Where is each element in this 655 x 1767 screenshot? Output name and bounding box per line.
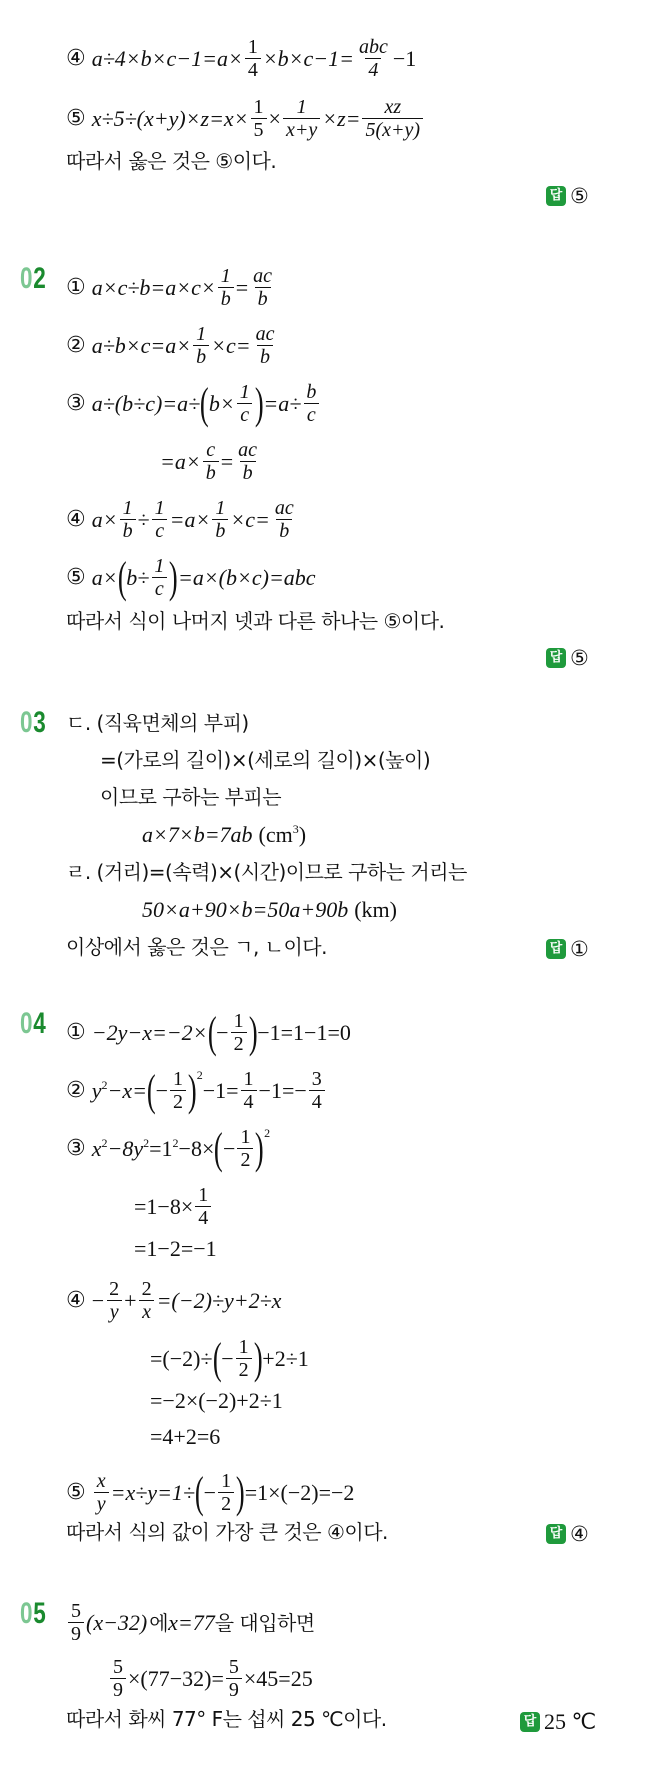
math-expression: 50×a+90×b=50a+90b <box>142 897 349 922</box>
minus-sign: − <box>203 1479 217 1505</box>
circled-number: ③ <box>66 390 86 416</box>
right-paren: ) <box>169 552 179 602</box>
question-number-05: 05 <box>20 1597 47 1630</box>
math-expression: =1 <box>149 1135 173 1161</box>
q05-conclusion: 따라서 화씨 77° F는 섭씨 25 ℃이다. <box>66 1707 387 1731</box>
q03-line-2: =(가로의 길이)×(세로의 길이)×(높이) <box>100 748 431 772</box>
math-expression: ×c= <box>230 506 270 532</box>
fraction: $\frac{1}{4}$ <box>245 36 261 81</box>
q05-line-1 <box>66 1600 315 1645</box>
fraction: $\frac{c}{b}$ <box>203 439 219 484</box>
fraction: $\frac{xz}{5(x+y)}$ <box>362 96 423 141</box>
q02-line-5 <box>66 552 316 602</box>
q04-line-4c: =−2×(−2)+2÷1 <box>150 1388 283 1413</box>
math-expression: a×c÷b=a×c× <box>91 274 216 300</box>
right-paren: ) <box>254 378 264 428</box>
math-expression: =a× <box>160 448 201 474</box>
math-expression: −2y−x=−2× <box>91 1019 208 1045</box>
unit-close: ) <box>298 822 307 847</box>
math-expression: =x÷y=1÷ <box>110 1479 195 1505</box>
fraction: $\frac{ac}{b}$ <box>274 497 294 542</box>
q04-conclusion: 따라서 식의 값이 가장 큰 것은 ④이다. <box>66 1520 388 1544</box>
right-paren: ) <box>255 1123 265 1173</box>
fraction: $\frac{1}{2}$ <box>170 1068 186 1113</box>
math-expression: a÷(b÷c)=a÷ <box>91 390 201 416</box>
fraction: $\frac{1}{2}$ <box>231 1010 247 1055</box>
math-expression: =a× <box>169 506 211 532</box>
left-paren: ( <box>146 1065 156 1115</box>
math-expression: b× <box>208 390 235 416</box>
fraction: $\frac{1}{4}$ <box>241 1068 257 1113</box>
q03-conclusion: 이상에서 옳은 것은 ㄱ, ㄴ이다. <box>66 935 327 959</box>
math-expression: (x−32) <box>86 1609 148 1635</box>
answer-value: ⑤ <box>570 184 589 208</box>
circled-number: ① <box>66 274 86 300</box>
math-expression: x÷5÷(x+y)×z=x× <box>91 105 249 131</box>
fraction: $\frac{1}{2}$ <box>237 1126 253 1171</box>
math-expression: −1=− <box>258 1077 307 1103</box>
superscript: 3 <box>292 822 299 836</box>
fraction: $\frac{5}{9}$ <box>226 1656 242 1701</box>
q02-conclusion: 따라서 식이 나머지 넷과 다른 하나는 ⑤이다. <box>66 609 445 633</box>
minus-sign: − <box>221 1345 234 1371</box>
superscript: 2 <box>196 1067 203 1082</box>
question-number-03: 03 <box>20 706 47 739</box>
right-paren: ) <box>248 1007 258 1057</box>
q04-line-3 <box>66 1123 271 1173</box>
q02-line-2 <box>66 323 279 368</box>
q04-line-2 <box>66 1065 327 1115</box>
q02-line-1 <box>66 265 277 310</box>
q01-conclusion: 따라서 옳은 것은 ⑤이다. <box>66 149 277 173</box>
fraction: $\frac{1}{b}$ <box>218 265 234 310</box>
math-expression: ×c= <box>211 332 251 358</box>
answer-badge-icon: 답 <box>546 648 566 668</box>
q04-line-4b <box>150 1333 309 1383</box>
minus-sign: − <box>91 1287 105 1313</box>
answer-badge-icon: 답 <box>546 186 566 206</box>
superscript: 2 <box>264 1125 271 1140</box>
left-paren: ( <box>214 1123 224 1173</box>
q03-line-4 <box>142 820 306 850</box>
fraction: $\frac{1}{c}$ <box>237 381 253 426</box>
q03-line-3: 이므로 구하는 부피는 <box>100 785 282 809</box>
fraction: $\frac{3}{4}$ <box>309 1068 325 1113</box>
math-expression: a×7×b=7ab <box>142 822 253 847</box>
math-expression: y <box>91 1077 102 1103</box>
q04-line-3c: =1−2=−1 <box>134 1236 217 1261</box>
answer-value: 25 ℃ <box>544 1709 597 1734</box>
minus-sign: − <box>155 1077 169 1103</box>
math-expression: × <box>268 105 281 131</box>
left-paren: ( <box>207 1007 217 1057</box>
math-expression: ×b×c−1= <box>262 45 354 71</box>
q04-line-3b <box>134 1184 213 1229</box>
left-paren: ( <box>194 1467 204 1517</box>
q01-line-5 <box>66 96 425 141</box>
math-expression: a× <box>91 506 118 532</box>
fraction: $\frac{5}{9}$ <box>110 1656 126 1701</box>
fraction: $\frac{1}{5}$ <box>251 96 267 141</box>
minus-sign: − <box>216 1019 229 1045</box>
circled-number: ⑤ <box>66 564 86 590</box>
math-expression: x=77 <box>168 1609 215 1635</box>
math-expression: =(−2)÷y+2÷x <box>156 1287 282 1313</box>
superscript: 2 <box>172 1135 179 1150</box>
math-expression: +2÷1 <box>262 1345 309 1371</box>
fraction: $\frac{1}{b}$ <box>193 323 209 368</box>
fraction: $\frac{ac}{b}$ <box>253 265 273 310</box>
q02-line-4 <box>66 497 299 542</box>
fraction: $\frac{1}{2}$ <box>236 1336 252 1381</box>
q02-answer <box>546 646 589 670</box>
text: 을 대입하면 <box>214 1610 315 1635</box>
math-expression: = <box>235 274 249 300</box>
math-expression: x <box>91 1135 102 1161</box>
fraction: $\frac{1}{b}$ <box>120 497 136 542</box>
left-paren: ( <box>212 1333 222 1383</box>
q03-line-1: ㄷ. (직육면체의 부피) <box>66 711 249 735</box>
circled-number: ④ <box>66 1287 86 1313</box>
fraction: $\frac{x}{y}$ <box>94 1470 109 1515</box>
fraction: $\frac{1}{x+y}$ <box>283 96 320 141</box>
circled-number: ④ <box>66 506 86 532</box>
answer-value: ⑤ <box>570 646 589 670</box>
q04-line-4 <box>66 1278 281 1323</box>
circled-number: ② <box>66 1077 86 1103</box>
circled-number: ③ <box>66 1135 86 1161</box>
math-expression: ×z= <box>322 105 361 131</box>
fraction: $\frac{ac}{b}$ <box>238 439 258 484</box>
plus-sign: + <box>124 1287 137 1313</box>
q01-line-4 <box>66 36 416 81</box>
circled-number: ② <box>66 332 86 358</box>
answer-badge-icon: 답 <box>520 1712 540 1732</box>
math-expression: =a×(b×c)=abc <box>177 564 316 590</box>
fraction: $\frac{1}{b}$ <box>212 497 228 542</box>
question-number-02: 02 <box>20 262 47 295</box>
math-expression: a× <box>91 564 118 590</box>
q02-line-3 <box>66 378 321 428</box>
fraction: $\frac{b}{c}$ <box>303 381 319 426</box>
circled-number: ④ <box>66 45 86 71</box>
right-paren: ) <box>187 1065 197 1115</box>
q03-line-6 <box>142 895 397 925</box>
math-expression: −8y <box>107 1135 144 1161</box>
right-paren: ) <box>236 1467 245 1517</box>
q04-line-5 <box>66 1467 355 1517</box>
unit: (km) <box>354 897 397 922</box>
math-expression: −1=1−1=0 <box>257 1019 351 1045</box>
q03-answer <box>546 937 589 961</box>
math-expression: =1−8× <box>134 1193 194 1219</box>
math-expression: −1= <box>202 1077 239 1103</box>
q04-line-4d: =4+2=6 <box>150 1424 221 1449</box>
math-expression: ×45=25 <box>243 1665 313 1691</box>
fraction: $\frac{ac}{b}$ <box>255 323 275 368</box>
math-expression: =1×(−2)=−2 <box>244 1479 355 1505</box>
fraction: $\frac{\text{abc}}{4}$ <box>358 36 388 81</box>
fraction: $\frac{2}{y}$ <box>106 1278 122 1323</box>
q04-answer <box>546 1522 589 1546</box>
circled-number: ⑤ <box>66 1479 86 1505</box>
q03-line-5: ㄹ. (거리)=(속력)×(시간)이므로 구하는 거리는 <box>66 860 467 884</box>
answer-value: ① <box>570 937 589 961</box>
fraction: $\frac{1}{2}$ <box>218 1470 234 1515</box>
answer-badge-icon: 답 <box>546 939 566 959</box>
q05-answer <box>520 1709 596 1735</box>
right-paren: ) <box>253 1333 263 1383</box>
math-expression: = <box>220 448 234 474</box>
math-expression: −8× <box>178 1135 215 1161</box>
left-paren: ( <box>200 378 209 428</box>
q04-line-1 <box>66 1007 351 1057</box>
answer-value: ④ <box>570 1522 589 1546</box>
superscript: 2 <box>143 1135 150 1150</box>
answer-badge-icon: 답 <box>546 1524 566 1544</box>
math-expression: ÷ <box>137 506 150 532</box>
question-number-04: 04 <box>20 1007 47 1040</box>
circled-number: ⑤ <box>66 105 86 131</box>
minus-sign: − <box>223 1135 236 1161</box>
superscript: 2 <box>101 1077 108 1092</box>
math-expression: ×(77−32)= <box>128 1665 224 1691</box>
math-expression: −1 <box>392 45 417 71</box>
fraction: $\frac{5}{9}$ <box>68 1600 84 1645</box>
math-expression: b÷ <box>126 564 150 590</box>
q05-line-2 <box>108 1656 313 1701</box>
q02-line-3b <box>160 439 262 484</box>
unit: (cm <box>258 822 293 847</box>
fraction: $\frac{1}{4}$ <box>195 1184 211 1229</box>
fraction: $\frac{1}{c}$ <box>152 497 168 542</box>
q01-answer <box>546 184 589 208</box>
math-expression: −x= <box>107 1077 147 1103</box>
fraction: $\frac{2}{x}$ <box>139 1278 155 1323</box>
text: 에 <box>149 1610 169 1635</box>
math-expression: =(−2)÷ <box>150 1345 213 1371</box>
fraction: $\frac{1}{c}$ <box>151 555 167 600</box>
circled-number: ① <box>66 1019 86 1045</box>
superscript: 2 <box>101 1135 108 1150</box>
math-expression: a÷b×c=a× <box>91 332 192 358</box>
math-expression: a÷4×b×c−1=a× <box>91 45 243 71</box>
math-expression: =a÷ <box>263 390 302 416</box>
left-paren: ( <box>117 552 127 602</box>
